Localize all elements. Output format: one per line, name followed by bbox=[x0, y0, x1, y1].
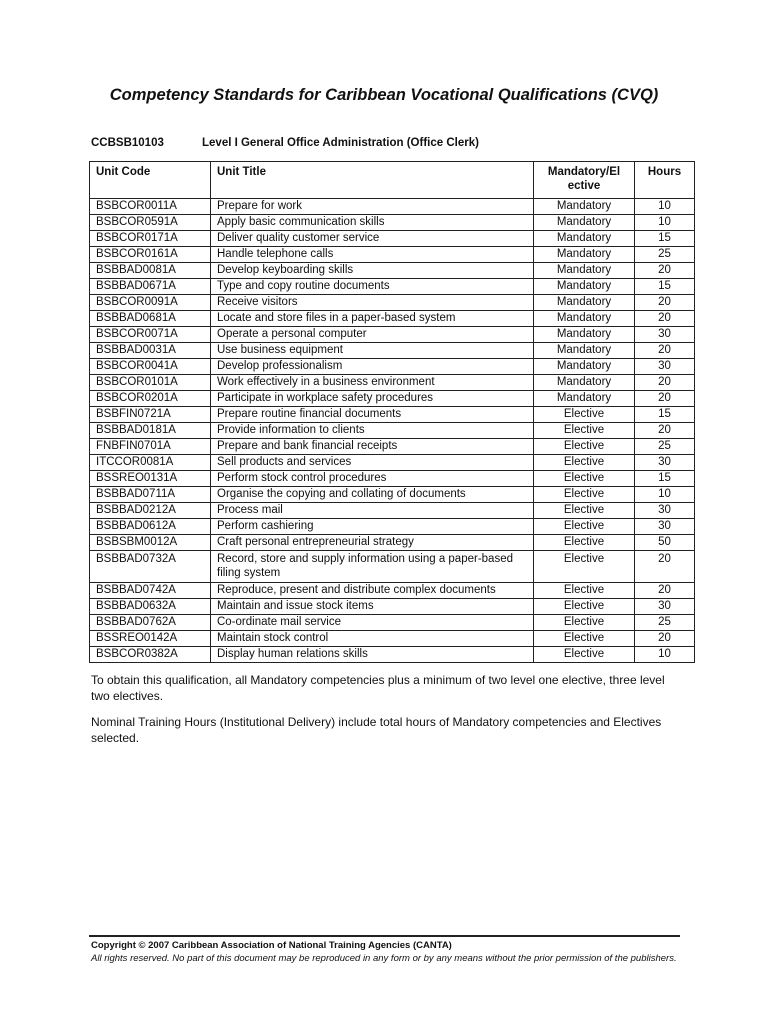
table-row bbox=[90, 199, 695, 215]
table-row bbox=[90, 311, 695, 327]
table-row bbox=[90, 471, 695, 487]
unit-hours-cell: 20 bbox=[635, 391, 695, 407]
unit-code-cell: BSBBAD0031A bbox=[90, 343, 211, 359]
unit-hours-cell: 15 bbox=[635, 231, 695, 247]
unit-code-cell: BSBCOR0101A bbox=[90, 375, 211, 391]
unit-type-cell: Elective bbox=[534, 583, 635, 599]
qualification-requirement-note: To obtain this qualification, all Mandatory competencies plus a minimum of two level one elective, three level two electives. bbox=[91, 673, 665, 703]
unit-title-cell: Perform stock control procedures bbox=[211, 471, 534, 487]
table-row bbox=[90, 599, 695, 615]
unit-title-cell: Type and copy routine documents bbox=[211, 279, 534, 295]
page-title: Competency Standards for Caribbean Vocational Qualifications (CVQ) bbox=[109, 86, 659, 104]
unit-code-cell: BSBBAD0671A bbox=[90, 279, 211, 295]
unit-title-cell: Prepare and bank financial receipts bbox=[211, 439, 534, 455]
table-row bbox=[90, 215, 695, 231]
table-row bbox=[90, 455, 695, 471]
table-row bbox=[90, 359, 695, 375]
unit-type-cell: Elective bbox=[534, 487, 635, 503]
unit-type-cell: Mandatory bbox=[534, 375, 635, 391]
header-unit-code: Unit Code bbox=[90, 162, 211, 199]
table-header-row bbox=[90, 162, 695, 199]
unit-type-cell: Elective bbox=[534, 647, 635, 663]
unit-code-cell: BSBCOR0071A bbox=[90, 327, 211, 343]
unit-hours-cell: 25 bbox=[635, 615, 695, 631]
unit-hours-cell: 20 bbox=[635, 423, 695, 439]
unit-title-cell: Develop keyboarding skills bbox=[211, 263, 534, 279]
unit-title-cell: Apply basic communication skills bbox=[211, 215, 534, 231]
unit-type-cell: Mandatory bbox=[534, 359, 635, 375]
unit-hours-cell: 30 bbox=[635, 359, 695, 375]
header-unit-title: Unit Title bbox=[211, 162, 534, 199]
unit-title-cell: Develop professionalism bbox=[211, 359, 534, 375]
unit-title-cell: Locate and store files in a paper-based system bbox=[211, 311, 534, 327]
unit-title-cell: Display human relations skills bbox=[211, 647, 534, 663]
unit-title-cell: Maintain stock control bbox=[211, 631, 534, 647]
unit-type-cell: Mandatory bbox=[534, 295, 635, 311]
table-row bbox=[90, 535, 695, 551]
unit-hours-cell: 20 bbox=[635, 343, 695, 359]
unit-type-cell: Elective bbox=[534, 439, 635, 455]
header-mandatory-elective: Mandatory/El ective bbox=[534, 162, 635, 199]
unit-type-cell: Mandatory bbox=[534, 215, 635, 231]
unit-hours-cell: 20 bbox=[635, 263, 695, 279]
unit-code-cell: BSBFIN0721A bbox=[90, 407, 211, 423]
header-hours: Hours bbox=[635, 162, 695, 199]
table-row bbox=[90, 423, 695, 439]
unit-type-cell: Elective bbox=[534, 535, 635, 551]
unit-type-cell: Elective bbox=[534, 631, 635, 647]
unit-hours-cell: 30 bbox=[635, 327, 695, 343]
unit-title-cell: Handle telephone calls bbox=[211, 247, 534, 263]
unit-code-cell: BSBCOR0382A bbox=[90, 647, 211, 663]
table-row bbox=[90, 615, 695, 631]
unit-code-cell: BSBBAD0711A bbox=[90, 487, 211, 503]
unit-hours-cell: 25 bbox=[635, 439, 695, 455]
table-row bbox=[90, 407, 695, 423]
unit-hours-cell: 10 bbox=[635, 199, 695, 215]
unit-title-cell: Participate in workplace safety procedures bbox=[211, 391, 534, 407]
unit-type-cell: Mandatory bbox=[534, 311, 635, 327]
unit-type-cell: Elective bbox=[534, 615, 635, 631]
unit-type-cell: Mandatory bbox=[534, 327, 635, 343]
table-row bbox=[90, 343, 695, 359]
unit-type-cell: Elective bbox=[534, 551, 635, 583]
unit-type-cell: Elective bbox=[534, 519, 635, 535]
unit-type-cell: Elective bbox=[534, 503, 635, 519]
unit-code-cell: BSBBAD0732A bbox=[90, 551, 211, 583]
table-row bbox=[90, 279, 695, 295]
unit-title-cell: Record, store and supply information using a paper-based filing system bbox=[211, 551, 534, 583]
unit-code-cell: BSBBAD0081A bbox=[90, 263, 211, 279]
unit-code-cell: BSBBAD0181A bbox=[90, 423, 211, 439]
unit-code-cell: BSBCOR0201A bbox=[90, 391, 211, 407]
unit-hours-cell: 20 bbox=[635, 375, 695, 391]
qualification-code: CCBSB10103 bbox=[91, 137, 164, 149]
unit-type-cell: Mandatory bbox=[534, 343, 635, 359]
unit-title-cell: Deliver quality customer service bbox=[211, 231, 534, 247]
unit-type-cell: Mandatory bbox=[534, 247, 635, 263]
rights-statement: All rights reserved. No part of this document may be reproduced in any form or by any means without the prior permission of the publishers. bbox=[91, 953, 677, 964]
table-row bbox=[90, 295, 695, 311]
unit-type-cell: Elective bbox=[534, 407, 635, 423]
table-row bbox=[90, 519, 695, 535]
unit-hours-cell: 30 bbox=[635, 599, 695, 615]
unit-title-cell: Operate a personal computer bbox=[211, 327, 534, 343]
unit-title-cell: Maintain and issue stock items bbox=[211, 599, 534, 615]
unit-hours-cell: 15 bbox=[635, 471, 695, 487]
table-row bbox=[90, 583, 695, 599]
units-table bbox=[89, 161, 695, 663]
unit-hours-cell: 20 bbox=[635, 631, 695, 647]
unit-code-cell: ITCCOR0081A bbox=[90, 455, 211, 471]
unit-title-cell: Co-ordinate mail service bbox=[211, 615, 534, 631]
table-row bbox=[90, 487, 695, 503]
unit-hours-cell: 20 bbox=[635, 551, 695, 583]
unit-type-cell: Elective bbox=[534, 471, 635, 487]
unit-type-cell: Mandatory bbox=[534, 199, 635, 215]
unit-hours-cell: 30 bbox=[635, 455, 695, 471]
unit-type-cell: Mandatory bbox=[534, 279, 635, 295]
unit-hours-cell: 30 bbox=[635, 519, 695, 535]
table-row bbox=[90, 247, 695, 263]
table-row bbox=[90, 375, 695, 391]
table-row bbox=[90, 631, 695, 647]
unit-code-cell: BSBCOR0171A bbox=[90, 231, 211, 247]
table-row bbox=[90, 391, 695, 407]
unit-type-cell: Mandatory bbox=[534, 391, 635, 407]
unit-hours-cell: 20 bbox=[635, 295, 695, 311]
unit-code-cell: BSBBAD0742A bbox=[90, 583, 211, 599]
unit-code-cell: BSBSBM0012A bbox=[90, 535, 211, 551]
unit-hours-cell: 15 bbox=[635, 407, 695, 423]
unit-hours-cell: 30 bbox=[635, 503, 695, 519]
unit-code-cell: BSBCOR0091A bbox=[90, 295, 211, 311]
unit-hours-cell: 10 bbox=[635, 215, 695, 231]
unit-title-cell: Provide information to clients bbox=[211, 423, 534, 439]
unit-code-cell: FNBFIN0701A bbox=[90, 439, 211, 455]
unit-type-cell: Elective bbox=[534, 599, 635, 615]
unit-hours-cell: 20 bbox=[635, 583, 695, 599]
unit-hours-cell: 10 bbox=[635, 647, 695, 663]
table-row bbox=[90, 647, 695, 663]
unit-type-cell: Mandatory bbox=[534, 231, 635, 247]
unit-code-cell: BSBBAD0632A bbox=[90, 599, 211, 615]
footer-divider bbox=[89, 935, 680, 937]
qualification-name: Level I General Office Administration (Office Clerk) bbox=[202, 137, 479, 149]
unit-title-cell: Perform cashiering bbox=[211, 519, 534, 535]
unit-title-cell: Craft personal entrepreneurial strategy bbox=[211, 535, 534, 551]
unit-hours-cell: 15 bbox=[635, 279, 695, 295]
unit-title-cell: Prepare routine financial documents bbox=[211, 407, 534, 423]
table-row bbox=[90, 503, 695, 519]
unit-hours-cell: 25 bbox=[635, 247, 695, 263]
unit-code-cell: BSBCOR0591A bbox=[90, 215, 211, 231]
unit-title-cell: Prepare for work bbox=[211, 199, 534, 215]
unit-title-cell: Use business equipment bbox=[211, 343, 534, 359]
training-hours-note: Nominal Training Hours (Institutional Delivery) include total hours of Mandatory competencies and Electives selected. bbox=[91, 715, 662, 745]
unit-code-cell: BSSREO0142A bbox=[90, 631, 211, 647]
unit-hours-cell: 10 bbox=[635, 487, 695, 503]
unit-title-cell: Work effectively in a business environment bbox=[211, 375, 534, 391]
unit-hours-cell: 20 bbox=[635, 311, 695, 327]
table-row bbox=[90, 231, 695, 247]
unit-title-cell: Sell products and services bbox=[211, 455, 534, 471]
table-row bbox=[90, 263, 695, 279]
table-row bbox=[90, 439, 695, 455]
unit-type-cell: Mandatory bbox=[534, 263, 635, 279]
unit-type-cell: Elective bbox=[534, 423, 635, 439]
unit-title-cell: Reproduce, present and distribute complex documents bbox=[211, 583, 534, 599]
unit-code-cell: BSBCOR0011A bbox=[90, 199, 211, 215]
units-table-body bbox=[90, 199, 695, 663]
unit-code-cell: BSBBAD0612A bbox=[90, 519, 211, 535]
unit-title-cell: Process mail bbox=[211, 503, 534, 519]
unit-code-cell: BSBBAD0681A bbox=[90, 311, 211, 327]
table-row bbox=[90, 551, 695, 583]
unit-title-cell: Receive visitors bbox=[211, 295, 534, 311]
unit-code-cell: BSBCOR0041A bbox=[90, 359, 211, 375]
unit-code-cell: BSSREO0131A bbox=[90, 471, 211, 487]
table-row bbox=[90, 327, 695, 343]
unit-code-cell: BSBBAD0762A bbox=[90, 615, 211, 631]
qualification-heading bbox=[91, 137, 479, 149]
copyright-line: Copyright © 2007 Caribbean Association of National Training Agencies (CANTA) bbox=[91, 940, 452, 951]
unit-title-cell: Organise the copying and collating of documents bbox=[211, 487, 534, 503]
unit-type-cell: Elective bbox=[534, 455, 635, 471]
unit-code-cell: BSBBAD0212A bbox=[90, 503, 211, 519]
unit-hours-cell: 50 bbox=[635, 535, 695, 551]
unit-code-cell: BSBCOR0161A bbox=[90, 247, 211, 263]
